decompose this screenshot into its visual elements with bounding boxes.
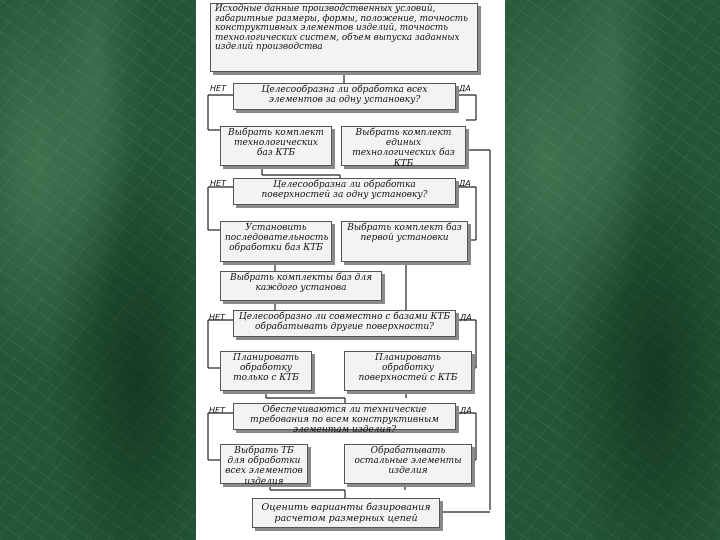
- yes-label-3: ДА: [460, 313, 472, 322]
- yes-label-2: ДА: [459, 179, 471, 188]
- no-label-2: НЕТ: [210, 179, 226, 188]
- action-box-1-no: Выбрать комплект технологических баз КТБ: [220, 126, 332, 166]
- yes-label-4: ДА: [460, 406, 472, 415]
- decision-box-4: Обеспечиваются ли технические требования по всем конструктивным элементам изделия?: [233, 403, 456, 430]
- start-box: Исходные данные производственных условий, габаритные размеры, формы, положение, точность конструктивных элементов изделий, точность технологических систем, объем выпуска заданных изделий производства: [210, 3, 478, 72]
- action-box-4-yes: Обрабатывать остальные элементы изделия: [344, 444, 472, 484]
- action-box-3-yes: Планировать обработку поверхностей с КТБ: [344, 351, 472, 391]
- no-label-4: НЕТ: [209, 406, 225, 415]
- action-box-2-yes: Выбрать комплект баз первой установки: [341, 221, 468, 262]
- marble-background-right: [505, 0, 720, 540]
- decision-box-2: Целесообразна ли обработка поверхностей за одну установку?: [233, 178, 456, 205]
- action-box-2-no: Установить последовательность обработки баз КТБ: [220, 221, 332, 262]
- decision-box-3: Целесообразно ли совместно с базами КТБ обрабатывать другие поверхности?: [233, 310, 456, 337]
- marble-background-left: [0, 0, 196, 540]
- final-box: Оценить варианты базирования расчетом размерных цепей: [252, 498, 440, 528]
- action-box-4-no: Выбрать ТБ для обработки всех элементов изделия: [220, 444, 308, 484]
- action-box-3-no: Планировать обработку только с КТБ: [220, 351, 312, 391]
- decision-box-1: Целесообразна ли обработка всех элементов за одну установку?: [233, 83, 456, 110]
- yes-label-1: ДА: [459, 84, 471, 93]
- no-label-3: НЕТ: [209, 313, 225, 322]
- action-box-1-yes: Выбрать комплект единых технологических баз КТБ: [341, 126, 466, 166]
- action-box-2-followup: Выбрать комплекты баз для каждого установа: [220, 271, 382, 301]
- no-label-1: НЕТ: [210, 84, 226, 93]
